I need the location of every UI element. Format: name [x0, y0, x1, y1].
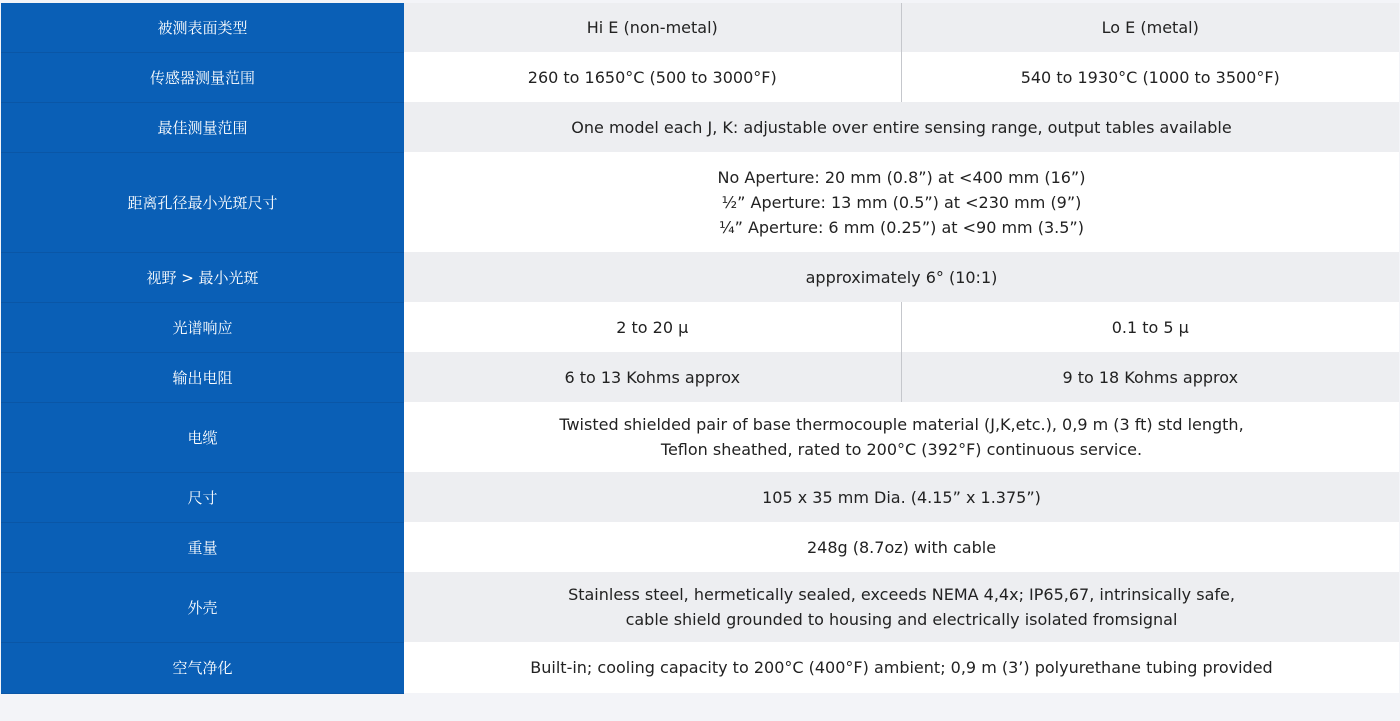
table-row: [1, 252, 1399, 302]
cell-value: 9 to 18 Kohms approx: [901, 352, 1399, 402]
cell-value: 540 to 1930°C (1000 to 3500°F): [901, 52, 1399, 102]
table-row: [1, 642, 1399, 693]
table-row: [1, 352, 1399, 402]
row-label: 光谱响应: [1, 302, 404, 352]
cell-line: cable shield grounded to housing and electrically isolated fromsignal: [625, 610, 1178, 629]
row-label: 传感器测量范围: [1, 52, 404, 102]
cell-value: 248g (8.7oz) with cable: [404, 522, 1399, 572]
row-label: 尺寸: [1, 472, 404, 522]
table-row: [1, 102, 1399, 152]
cell-value: Hi E (non-metal): [404, 3, 901, 52]
cell-value: 6 to 13 Kohms approx: [404, 352, 901, 402]
cell-value: One model each J, K: adjustable over entire sensing range, output tables available: [404, 102, 1399, 152]
row-label: 空气净化: [1, 642, 404, 693]
cell-line: ¼” Aperture: 6 mm (0.25”) at <90 mm (3.5”): [719, 217, 1084, 237]
cell-value: Lo E (metal): [901, 3, 1399, 52]
cell-line: ½” Aperture: 13 mm (0.5”) at <230 mm (9”): [721, 192, 1082, 212]
cell-line: No Aperture: 20 mm (0.8”) at <400 mm (16”): [717, 167, 1086, 187]
row-label: 被测表面类型: [1, 3, 404, 52]
row-label: 距离孔径最小光斑尺寸: [1, 152, 404, 252]
table-row: [1, 52, 1399, 102]
table-row: [1, 472, 1399, 522]
cell-value: [404, 572, 1399, 642]
cell-value: 0.1 to 5 μ: [901, 302, 1399, 352]
row-label: 电缆: [1, 402, 404, 472]
table-row: [1, 572, 1399, 642]
table-row: [1, 522, 1399, 572]
row-label: 视野 > 最小光斑: [1, 252, 404, 302]
cell-value: [404, 152, 1399, 252]
cell-value: [404, 402, 1399, 472]
cell-line: Stainless steel, hermetically sealed, exceeds NEMA 4,4x; IP65,67, intrinsically safe,: [568, 585, 1235, 604]
table-row: [1, 302, 1399, 352]
cell-value: 105 x 35 mm Dia. (4.15” x 1.375”): [404, 472, 1399, 522]
cell-value: 2 to 20 μ: [404, 302, 901, 352]
table-row: [1, 152, 1399, 252]
spec-table: [1, 3, 1399, 694]
row-label: 重量: [1, 522, 404, 572]
row-label: 最佳测量范围: [1, 102, 404, 152]
row-label: 输出电阻: [1, 352, 404, 402]
cell-line: Teflon sheathed, rated to 200°C (392°F) continuous service.: [660, 440, 1143, 459]
cell-value: approximately 6° (10:1): [404, 252, 1399, 302]
cell-line: Twisted shielded pair of base thermocouple material (J,K,etc.), 0,9 m (3 ft) std length,: [559, 415, 1244, 434]
cell-value: Built-in; cooling capacity to 200°C (400°F) ambient; 0,9 m (3’) polyurethane tubing provided: [404, 642, 1399, 693]
table-row: [1, 402, 1399, 472]
row-label: 外壳: [1, 572, 404, 642]
cell-value: 260 to 1650°C (500 to 3000°F): [404, 52, 901, 102]
table-row: [1, 3, 1399, 52]
